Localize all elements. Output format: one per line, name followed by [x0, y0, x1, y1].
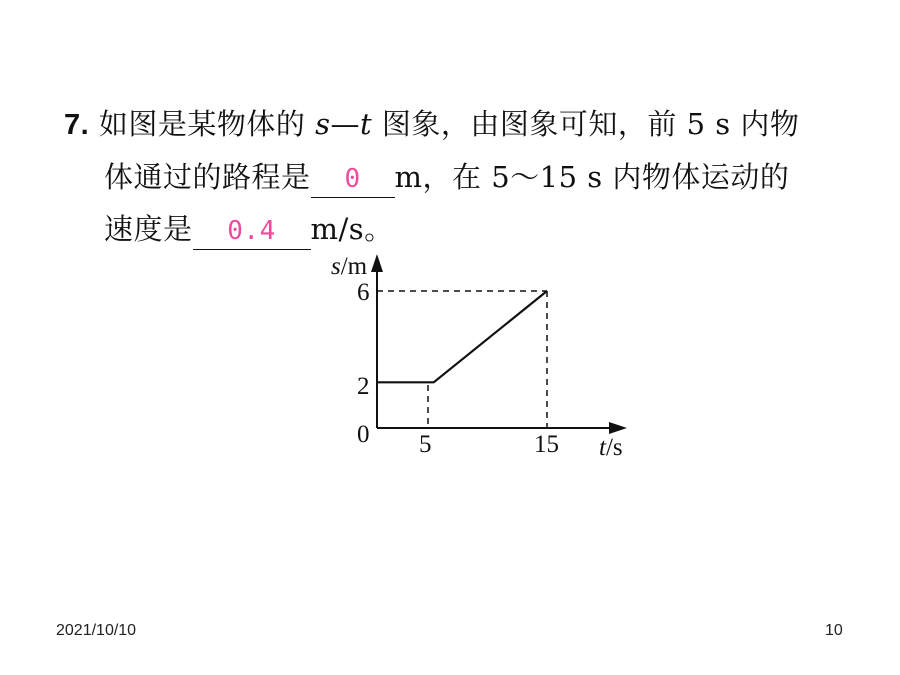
- page-number: 10: [825, 622, 843, 639]
- var-t: t: [360, 107, 373, 141]
- y-axis-label: [331, 253, 368, 280]
- answer-blank-2: [193, 211, 311, 250]
- s-t-graph: [315, 248, 645, 468]
- x-tick-5: 5: [419, 431, 432, 458]
- y-axis-label-unit: /m: [340, 253, 368, 280]
- x-axis-label-unit: /s: [605, 434, 623, 461]
- data-line: [377, 291, 547, 382]
- answer-blank-1: [311, 159, 395, 198]
- question-text-3b: m/s。: [310, 212, 394, 246]
- question-number: 7.: [64, 109, 90, 141]
- question-text: [64, 98, 874, 255]
- footer-date: 2021/10/10: [56, 622, 137, 639]
- question-text-1a: 如图是某物体的: [98, 107, 306, 141]
- answer-1: 0: [344, 164, 361, 194]
- y-tick-6: 6: [357, 279, 370, 306]
- question-line-2: [64, 151, 874, 203]
- x-axis-arrow: [609, 422, 627, 434]
- question-text-2b: m，在 5～15 s 内物体运动的: [394, 160, 790, 194]
- y-axis-label-var: s: [331, 253, 341, 280]
- question-text-3a: 速度是: [104, 212, 193, 246]
- question-text-2a: 体通过的路程是: [104, 160, 311, 194]
- var-s: s: [315, 107, 331, 141]
- y-axis-arrow: [371, 254, 383, 272]
- x-tick-15: 15: [534, 431, 559, 458]
- question-text-1b: 图象，由图象可知，前 5 s 内物: [381, 107, 800, 141]
- x-axis-label-var: t: [599, 434, 606, 461]
- y-tick-2: 2: [357, 373, 370, 400]
- answer-2: 0.4: [227, 216, 276, 246]
- dash: —: [330, 107, 361, 141]
- x-axis-label: [599, 434, 623, 461]
- origin-label: 0: [357, 421, 370, 448]
- question-line-1: [64, 98, 874, 151]
